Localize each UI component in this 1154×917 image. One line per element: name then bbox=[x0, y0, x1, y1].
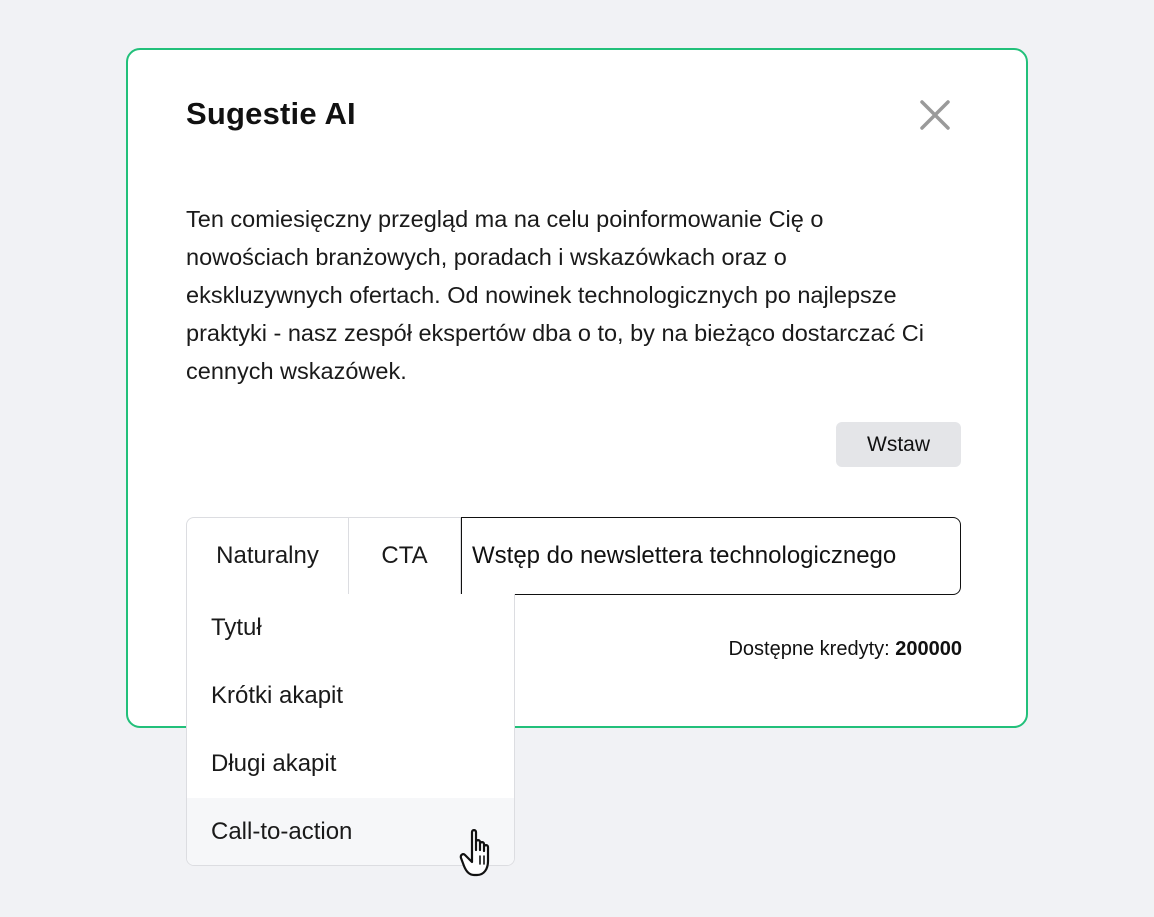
dropdown-item-short-paragraph[interactable]: Krótki akapit bbox=[211, 682, 344, 709]
close-button[interactable] bbox=[918, 98, 952, 132]
credits-info bbox=[728, 638, 962, 661]
credits-value: 200000 bbox=[895, 638, 962, 660]
insert-button[interactable]: Wstaw bbox=[836, 422, 961, 467]
tone-selector[interactable]: Naturalny bbox=[186, 517, 349, 595]
prompt-input[interactable]: Wstęp do newslettera technologicznego bbox=[461, 517, 961, 595]
content-type-dropdown bbox=[186, 594, 515, 866]
dropdown-item-call-to-action[interactable]: Call-to-action bbox=[187, 798, 514, 866]
credits-label: Dostępne kredyty: bbox=[728, 638, 890, 660]
content-type-selector[interactable]: CTA bbox=[349, 517, 461, 595]
suggestion-text: Ten comiesięczny przegląd ma na celu poinformowanie Cię o nowościach branżowych, poradach i wskazówkach oraz o ekskluzywnych ofertach. Od nowinek technologicznych po najlepsze praktyki - nasz zespół ekspertów dba o to, by na bieżąco dostarczać Ci cennych wskazówek. bbox=[186, 206, 925, 384]
modal-title: Sugestie AI bbox=[186, 96, 356, 131]
dropdown-item-title[interactable]: Tytuł bbox=[211, 614, 262, 641]
dropdown-item-long-paragraph[interactable]: Długi akapit bbox=[211, 750, 337, 777]
close-icon bbox=[918, 98, 952, 132]
prompt-bar bbox=[186, 517, 961, 595]
